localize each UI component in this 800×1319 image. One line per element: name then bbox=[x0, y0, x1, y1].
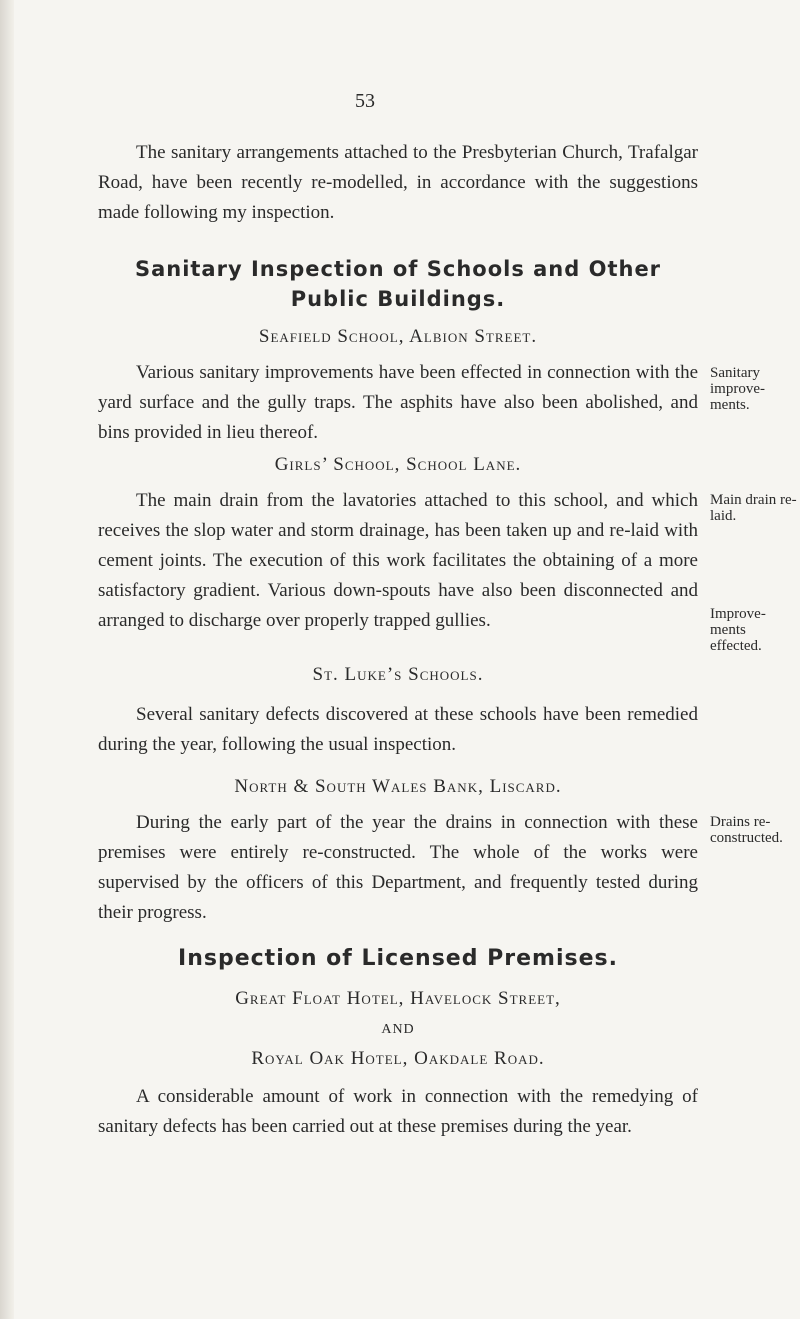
licensed-premises-paragraph bbox=[98, 1082, 698, 1142]
margin-note-improvements-effected: Improve-ments effected. bbox=[710, 606, 766, 654]
margin-note-sanitary-improvements: Sanitary improve-ments. bbox=[710, 365, 765, 413]
girls-school-paragraph bbox=[98, 486, 698, 636]
st-lukes-paragraph bbox=[98, 700, 698, 760]
page-number: 53 bbox=[355, 90, 375, 112]
girls-school-text: The main drain from the lavatories attached to this school, and which receives the slop water and storm drainage, has been taken up and re-laid with cement joints. The execution of this work facilitates the obtaining of a more satisfactory gradient. Various down-spouts have also been disconnected and arranged to discharge over properly trapped gullies. bbox=[98, 490, 698, 631]
bank-text: During the early part of the year the drains in connection with these premises were entirely re-constructed. The whole of the works were supervised by the officers of this Department, and frequently tested during their progress. bbox=[98, 812, 698, 923]
girls-school-heading: Girls’ School, School Lane. bbox=[274, 454, 522, 475]
licensed-premises-text: A considerable amount of work in connection with the remedying of sanitary defects has been carried out at these premises during the year. bbox=[98, 1086, 698, 1137]
section-heading-schools-line1: Sanitary Inspection of Schools and Other bbox=[134, 257, 662, 281]
hotel1-heading: Great Float Hotel, Havelock Street, bbox=[235, 988, 561, 1009]
margin-note-main-drain: Main drain re-laid. bbox=[710, 492, 797, 524]
seafield-heading: Seafield School, Albion Street. bbox=[258, 326, 538, 347]
bank-heading: North & South Wales Bank, Liscard. bbox=[234, 776, 562, 797]
bank-paragraph bbox=[98, 808, 698, 928]
seafield-paragraph bbox=[98, 358, 698, 448]
book-spine-shadow bbox=[0, 0, 14, 1319]
section-heading-schools bbox=[98, 254, 698, 314]
margin-note-drains-reconstructed: Drains re-constructed. bbox=[710, 814, 783, 846]
document-page bbox=[40, 40, 800, 1319]
intro-paragraph-text: The sanitary arrangements attached to the Presbyterian Church, Trafalgar Road, have been recently re-modelled, in accordance with the suggestions made following my inspection. bbox=[98, 142, 698, 223]
st-lukes-text: Several sanitary defects discovered at these schools have been remedied during the year, following the usual inspection. bbox=[98, 704, 698, 755]
hotel2-heading: Royal Oak Hotel, Oakdale Road. bbox=[251, 1048, 545, 1069]
st-lukes-heading: St. Luke’s Schools. bbox=[312, 664, 484, 685]
section-heading-licensed-premises: Inspection of Licensed Premises. bbox=[178, 946, 618, 971]
seafield-text: Various sanitary improvements have been effected in connection with the yard surface and the gully traps. The asphits have also been abolished, and bins provided in lieu thereof. bbox=[98, 362, 698, 443]
intro-paragraph bbox=[98, 138, 698, 228]
and-connector: AND bbox=[381, 1022, 415, 1037]
section-heading-schools-line2: Public Buildings. bbox=[290, 287, 506, 311]
